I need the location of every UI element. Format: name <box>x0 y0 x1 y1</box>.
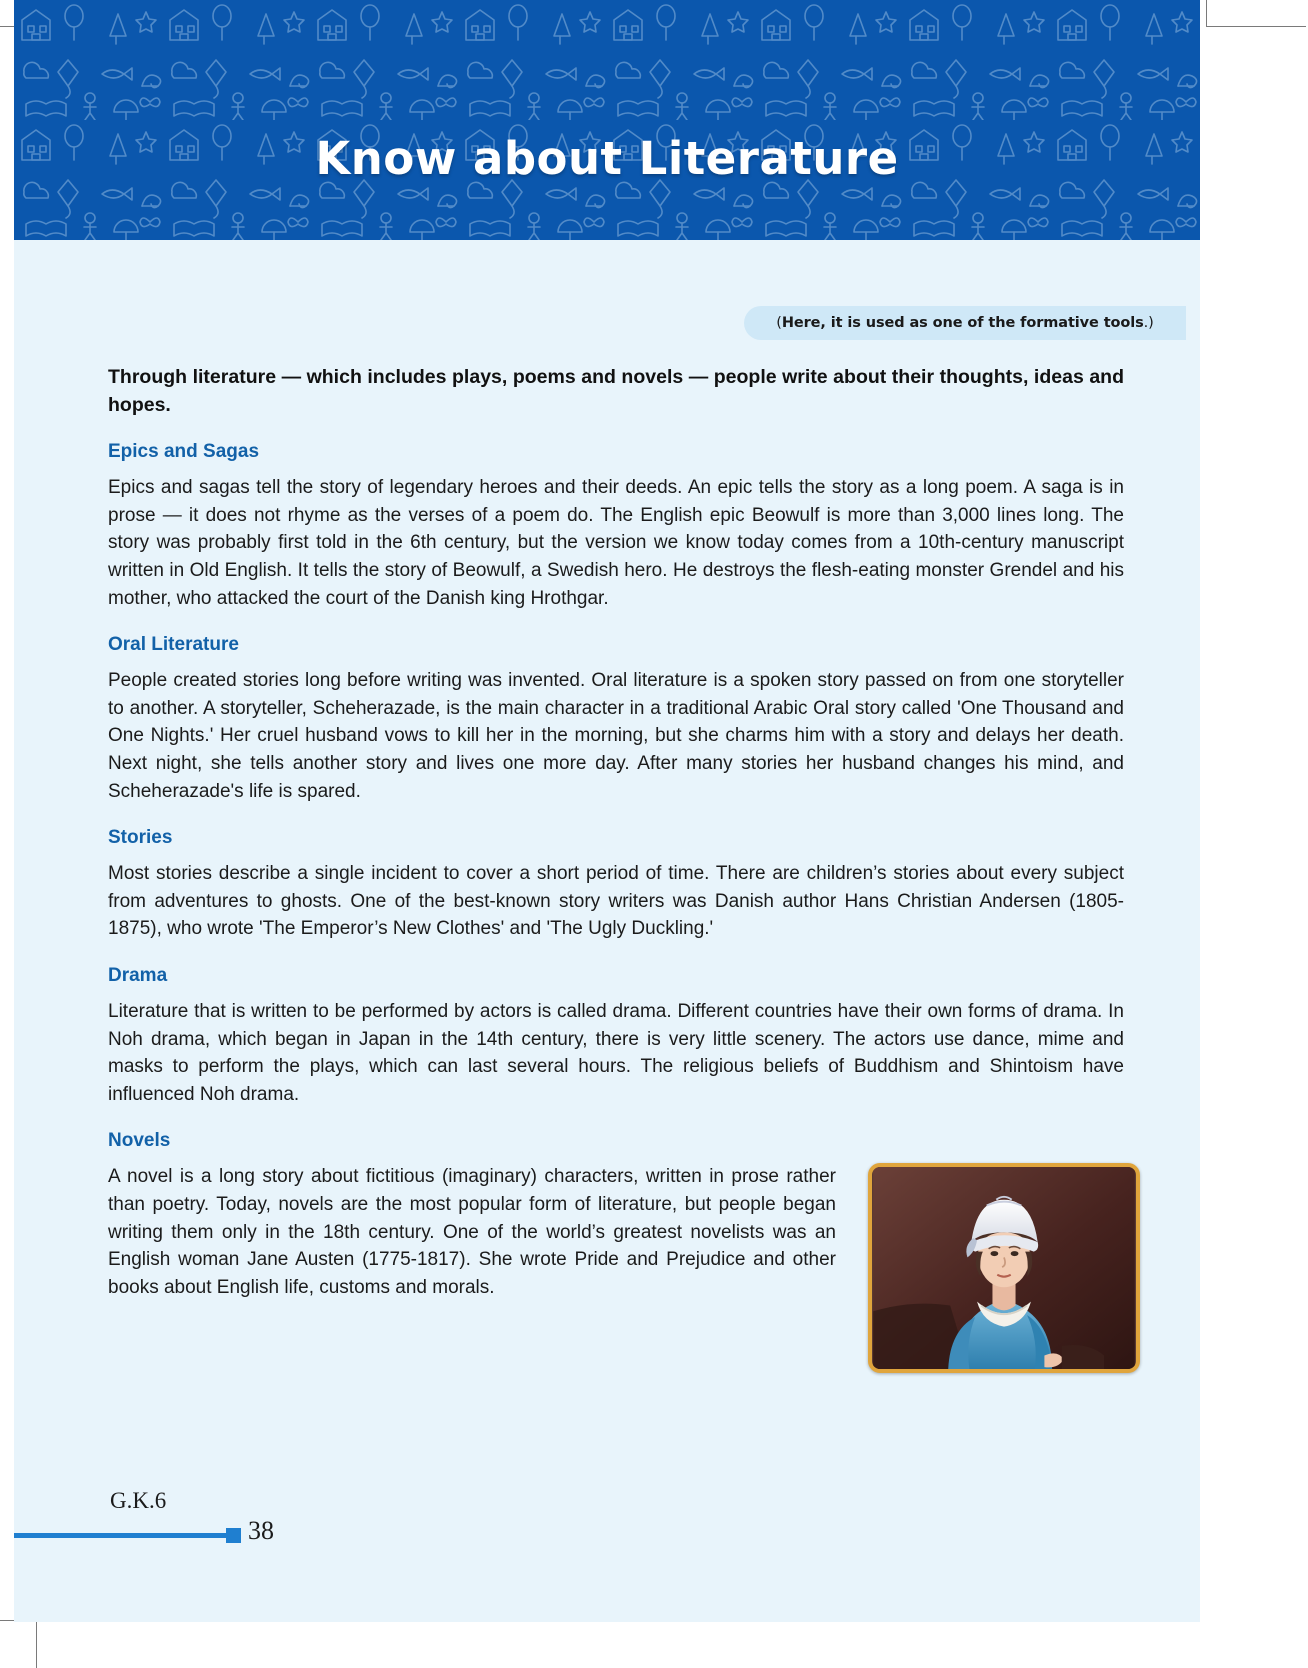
doodle-pattern-icon <box>14 0 1200 240</box>
section-heading-novels: Novels <box>108 1130 171 1152</box>
header-banner <box>14 0 1200 240</box>
section-heading-epics-and-sagas: Epics and Sagas <box>108 441 260 463</box>
page-title: Know about Literature <box>315 132 899 185</box>
footer-rule <box>14 1533 226 1538</box>
jane-austen-portrait <box>868 1163 1140 1373</box>
book-label: G.K.6 <box>110 1488 167 1513</box>
crop-mark-top-right-vertical <box>1206 0 1207 26</box>
section-paragraph-epics-and-sagas: Epics and sagas tell the story of legendary heroes and their deeds. An epic tells the story as a long poem. A saga is in prose — it does not rhyme as the verses of a poem do. The English epic Beowulf is more than 3,000 lines long. The story was probably first told in the 6th century, but the version we know today comes from a 10th-century manuscript written in Old English. It tells the story of Beowulf, a Swedish hero. He destroys the flesh-eating monster Grendel and his mother, who attacked the court of the Danish king Hrothgar. <box>108 477 1124 609</box>
section-paragraph-oral-literature: People created stories long before writing was invented. Oral literature is a spoken story passed on from one storyteller to another. A storyteller, Scheherazade, is the main character in a traditional Arabic Oral story called 'One Thousand and One Nights.' Her cruel husband vows to kill her in the morning, but she charms him with a story and delays her death. Next night, she tells another story and lives one more day. After many stories her husband changes his mind, and Scheherazade's life is spared. <box>108 670 1124 802</box>
intro-paragraph: Through literature — which includes plays, poems and novels — people write about their thoughts, ideas and hopes. <box>108 366 1124 416</box>
page-number: 38 <box>248 1516 274 1545</box>
novels-block <box>108 1163 1124 1301</box>
section-heading-drama: Drama <box>108 965 168 987</box>
callout-bold-text: Here, it is used as one of the formative tools <box>781 315 1144 331</box>
portrait-illustration-icon <box>872 1167 1136 1369</box>
callout-suffix: .) <box>1143 315 1154 331</box>
crop-mark-bottom-left-vertical <box>36 1620 37 1668</box>
crop-mark-top-right-horizontal <box>1206 26 1306 27</box>
footer-square-marker <box>226 1528 241 1543</box>
callout-prefix: ( <box>776 315 782 331</box>
section-paragraph-stories: Most stories describe a single incident to cover a short period of time. There are children’s stories about every subject from adventures to ghosts. One of the best-known story writers was Danish author Hans Christian Andersen (1805-1875), who wrote 'The Emperor’s New Clothes' and 'The Ugly Duckling.' <box>108 863 1124 940</box>
section-heading-stories: Stories <box>108 827 173 849</box>
formative-tool-callout <box>744 306 1186 340</box>
article-body <box>108 364 1124 1301</box>
section-heading-oral-literature: Oral Literature <box>108 634 239 656</box>
section-paragraph-novels: A novel is a long story about fictitious (imaginary) characters, written in prose rather than poetry. Today, novels are the most popular form of literature, but people began writing them only in the 18th century. One of the world’s greatest novelists was an English woman Jane Austen (1775-1817). She wrote Pride and Prejudice and other books about English life, customs and morals. <box>108 1166 836 1298</box>
section-paragraph-drama: Literature that is written to be performed by actors is called drama. Different countries have their own forms of drama. In Noh drama, which began in Japan in the 14th century, there is very little scenery. The actors use dance, mime and masks to perform the plays, which can last several hours. The religious beliefs of Buddhism and Shintoism have influenced Noh drama. <box>108 1000 1124 1105</box>
